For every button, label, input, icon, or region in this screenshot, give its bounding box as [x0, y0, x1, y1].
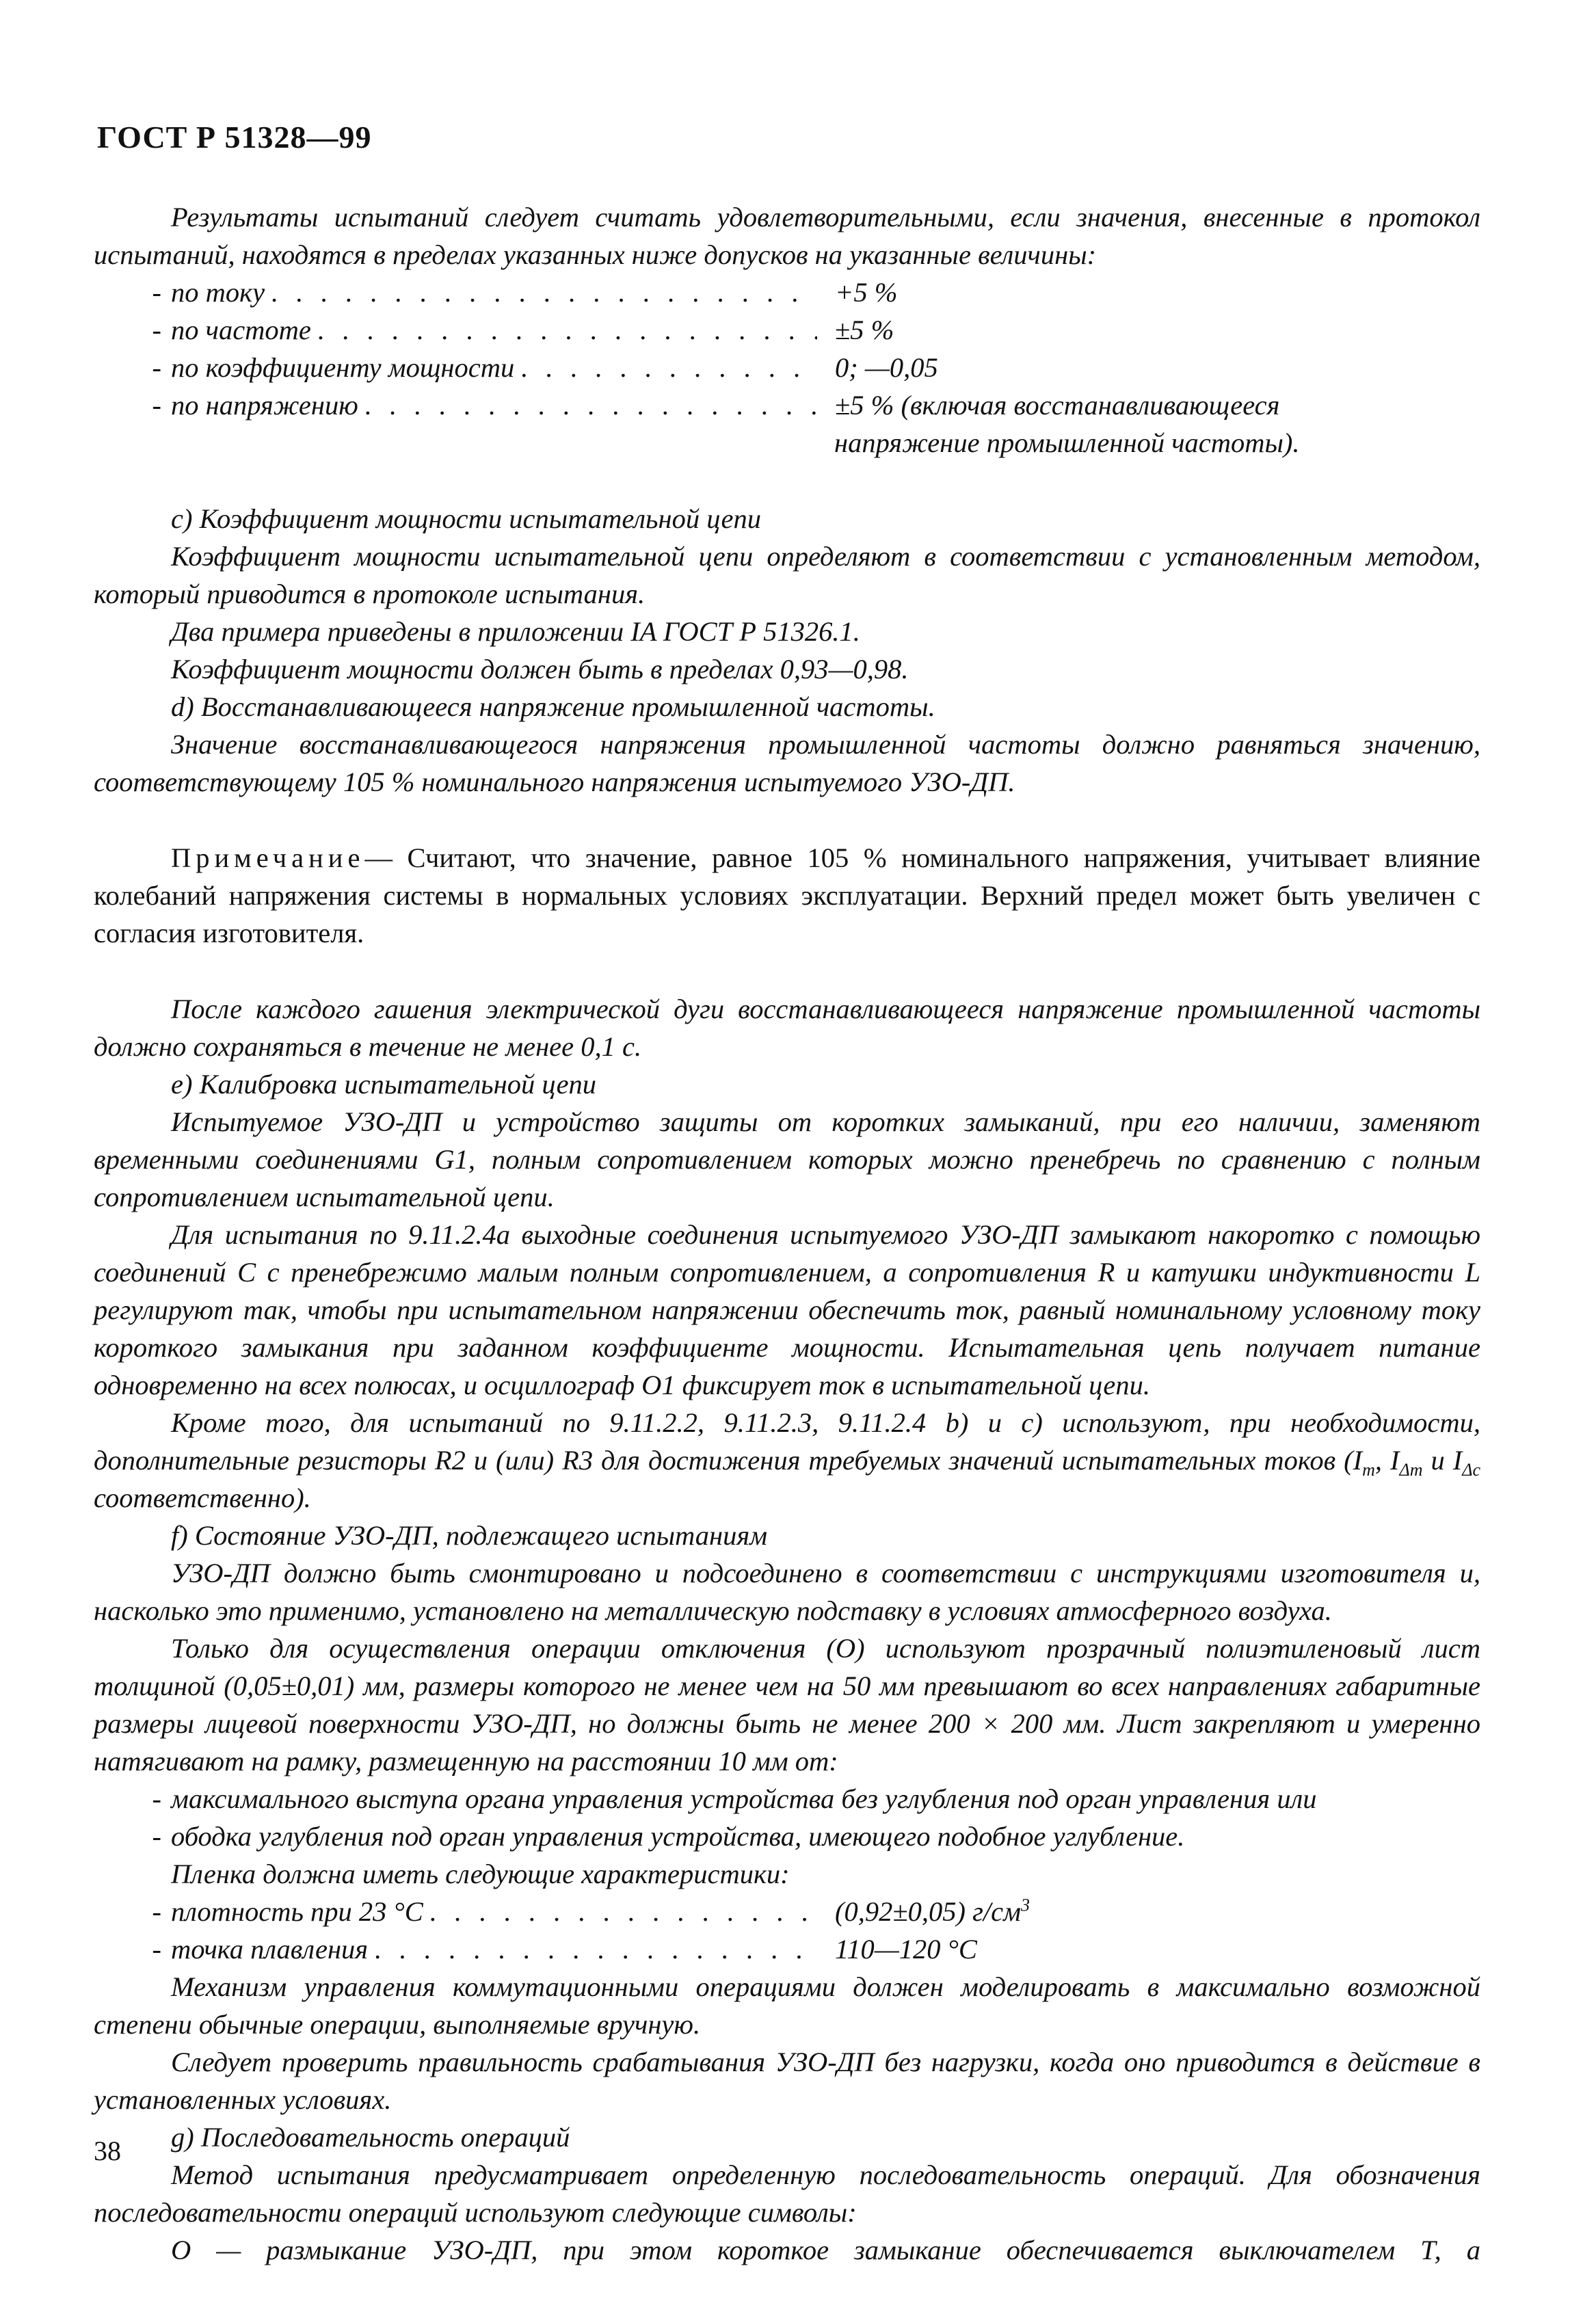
tolerance-value-continuation: напряжение промышленной частоты).	[834, 427, 1300, 458]
tolerance-label: по напряжению	[171, 390, 358, 421]
section-f-title: f) Состояние УЗО-ДП, подлежащего испытаниям	[171, 1520, 768, 1551]
section-e-paragraph: Испытуемое УЗО-ДП и устройство защиты от коротких замыканий, при его наличии, заменяют временными соединениями G1, полным сопротивлением которых можно пренебречь по сравнению с полным сопротивлением испытательной цепи.	[94, 1106, 1480, 1212]
document-body	[94, 198, 1480, 2269]
film-property-value: 110—120 °С	[835, 1934, 977, 1965]
tolerance-label: по току	[171, 277, 265, 308]
section-e-title: е) Калибровка испытательной цепи	[171, 1069, 597, 1100]
section-d-title: d) Восстанавливающееся напряжение промышленной частоты.	[171, 691, 935, 722]
tolerance-label: по частоте	[171, 315, 311, 345]
film-property-row: - плотность при 23 °С . . . (0,92±0,05) $г/см^3$	[94, 1893, 1480, 1930]
film-property-row: - точка плавления . . . 110—120 °С	[94, 1930, 1480, 1968]
section-g-title: g) Последовательность операций	[171, 2122, 570, 2153]
tolerance-value: 0; —0,05	[835, 352, 938, 383]
intro-paragraph: Результаты испытаний следует считать удовлетворительными, если значения, внесенные в протокол испытаний, находятся в пределах указанных ниже допусков на указанные величины:	[94, 202, 1480, 270]
section-f-paragraph: Следует проверить правильность срабатывания УЗО-ДП без нагрузки, когда оно приводится в действие в установленных условиях.	[94, 2047, 1480, 2115]
section-e-paragraph: Кроме того, для испытаний по 9.11.2.2, 9.11.2.3, 9.11.2.4 b) и с) используют, при необходимости, дополнительные резисторы R2 и (или) R3 для достижения требуемых значений испытательных токов ($I_m$, $I_{\Delta m}$ и $I_{\Delta с}$ соответственно).	[94, 1407, 1481, 1513]
section-e-paragraph: Для испытания по 9.11.2.4а выходные соединения испытуемого УЗО-ДП замыкают накоротко с помощью соединений С с пренебрежимо малым полным сопротивлением, а сопротивления R и катушки индуктивности L регулируют так, чтобы при испытательном напряжении обеспечить ток, равный номинальному условному току короткого замыкания при заданном коэффициенте мощности. Испытательная цепь получает питание одновременно на всех полюсах, и осциллограф О1 фиксирует ток в испытательной цепи.	[94, 1219, 1480, 1400]
section-c-paragraph: Коэффициент мощности испытательной цепи определяют в соответствии с установленным методом, который приводится в протоколе испытания.	[94, 541, 1480, 609]
list-item: - ободка углубления под орган управления устройства, имеющего подобное углубление.	[94, 1818, 1480, 1855]
film-intro: Пленка должна иметь следующие характеристики:	[171, 1859, 790, 1889]
film-property-value: (0,92±0,05) $г/см^3$	[835, 1895, 1030, 1927]
section-f-paragraph: Механизм управления коммутационными операциями должен моделировать в максимально возможной степени обычные операции, выполняемые вручную.	[94, 1971, 1480, 2040]
list-item-text: максимального выступа органа управления устройства без углубления под орган управления или	[171, 1783, 1317, 1814]
tolerance-value: ±5 % (включая восстанавливающееся	[835, 390, 1280, 421]
tolerance-label: по коэффициенту мощности	[171, 352, 515, 383]
film-property-label: плотность при 23 °С	[171, 1896, 423, 1927]
list-item: - максимального выступа органа управления устройства без углубления под орган управления или	[94, 1780, 1480, 1818]
tolerance-row: - по току . . . +5 %	[94, 274, 1480, 311]
note-label: Примечание	[171, 842, 365, 873]
tolerance-row: - по частоте . . . ±5 %	[94, 311, 1480, 349]
page-number: 38	[94, 2135, 121, 2166]
note-paragraph	[94, 839, 1480, 952]
section-c-title: с) Коэффициент мощности испытательной цепи	[171, 503, 761, 534]
section-d-paragraph: Значение восстанавливающегося напряжения промышленной частоты должно равняться значению, соответствующему 105 % номинального напряжения испытуемого УЗО-ДП.	[94, 729, 1480, 797]
film-property-label: точка плавления	[171, 1934, 369, 1965]
tolerance-row: - по напряжению . . . ±5 % (включая восстанавливающееся	[94, 386, 1480, 424]
tolerance-value: +5 %	[835, 277, 898, 308]
tolerance-value: ±5 %	[835, 315, 894, 345]
section-d-paragraph: После каждого гашения электрической дуги восстанавливающееся напряжение промышленной частоты должно сохраняться в течение не менее 0,1 с.	[94, 994, 1480, 1062]
section-g-paragraph: Метод испытания предусматривает определенную последовательность операций. Для обозначения последовательности операций используют следующие символы:	[94, 2159, 1480, 2228]
section-c-paragraph: Два примера приведены в приложении IA ГОСТ Р 51326.1.	[171, 616, 860, 647]
section-g-paragraph: О — размыкание УЗО-ДП, при этом короткое замыкание обеспечивается выключателем Т, а	[171, 2235, 1480, 2265]
note-text: — Считают, что значение, равное 105 % номинального напряжения, учитывает влияние колебаний напряжения системы в нормальных условиях эксплуатации. Верхний предел может быть увеличен с согласия изготовителя.	[94, 842, 1480, 948]
section-c-paragraph: Коэффициент мощности должен быть в пределах 0,93—0,98.	[171, 654, 909, 684]
document-header: ГОСТ Р 51328—99	[97, 120, 372, 155]
section-f-paragraph: УЗО-ДП должно быть смонтировано и подсоединено в соответствии с инструкциями изготовителя и, насколько это применимо, установлено на металлическую подставку в условиях атмосферного воздуха.	[94, 1558, 1480, 1626]
section-f-paragraph: Только для осуществления операции отключения (О) используют прозрачный полиэтиленовый лист толщиной (0,05±0,01) мм, размеры которого не менее чем на 50 мм превышают во всех направлениях габаритные размеры лицевой поверхности УЗО-ДП, но должны быть не менее 200 × 200 мм. Лист закрепляют и умеренно натягивают на рамку, размещенную на расстоянии 10 мм от:	[94, 1633, 1480, 1776]
list-item-text: ободка углубления под орган управления устройства, имеющего подобное углубление.	[171, 1821, 1185, 1852]
tolerance-row: - по коэффициенту мощности . . . 0; —0,05	[94, 349, 1480, 386]
